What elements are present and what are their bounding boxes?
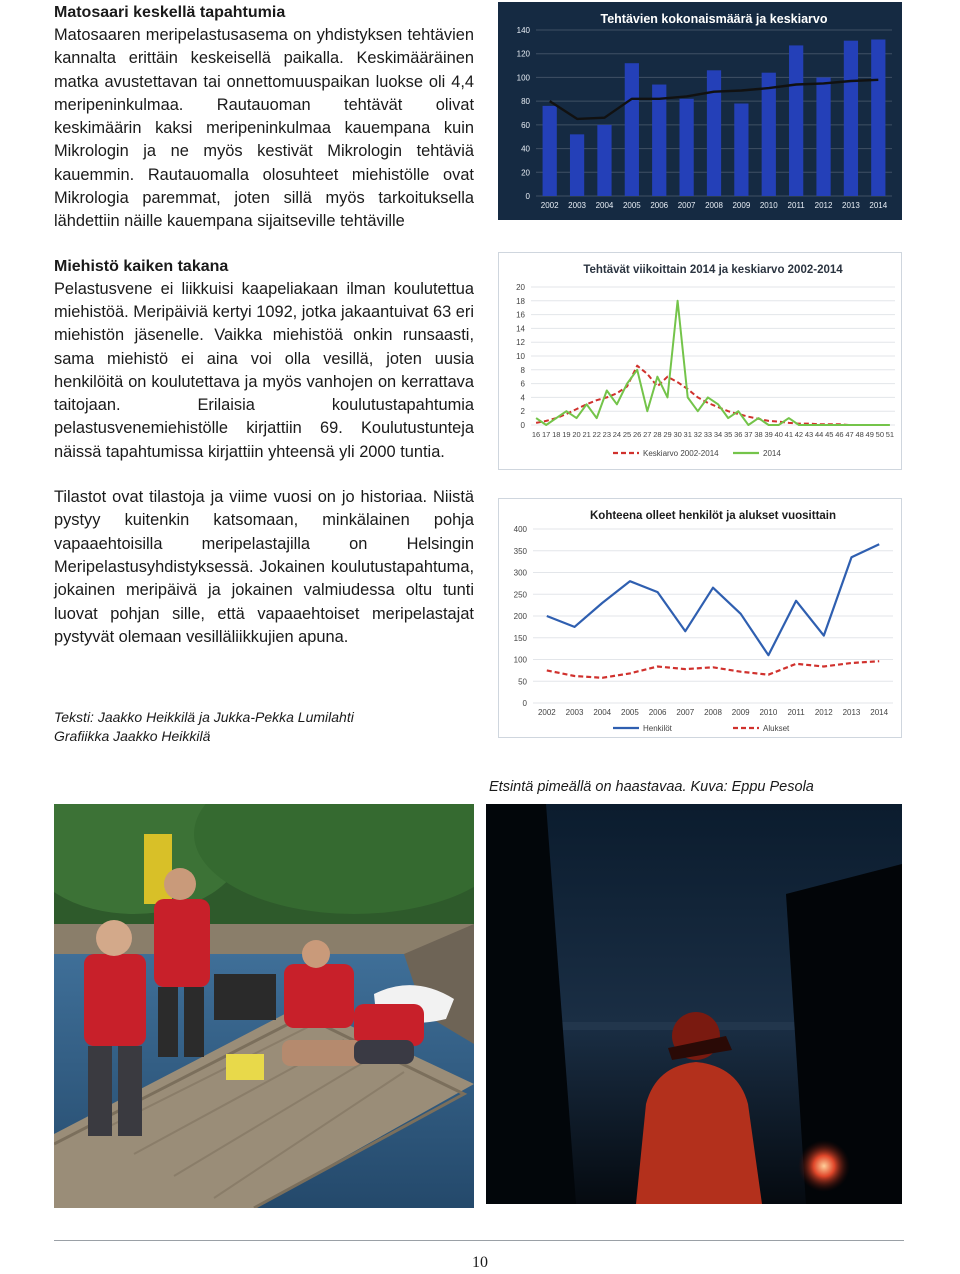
photo-rescue-exercise [54, 804, 474, 1208]
x-tick-label: 40 [774, 430, 783, 439]
x-tick-label: 2005 [621, 708, 639, 717]
legend-label: Henkilöt [643, 724, 672, 733]
chart-title: Tehtävien kokonaismäärä ja keskiarvo [600, 12, 828, 26]
x-tick-label: 2007 [676, 708, 695, 717]
bar [816, 77, 830, 196]
bar [570, 134, 584, 196]
bar [652, 85, 666, 196]
x-tick-label: 48 [855, 430, 864, 439]
x-tick-label: 43 [804, 430, 814, 439]
chart-weekly-tasks [498, 252, 902, 470]
x-tick-label: 39 [764, 430, 773, 439]
x-tick-label: 31 [683, 430, 692, 439]
x-tick-label: 30 [673, 430, 682, 439]
bar [543, 106, 557, 196]
series-line [536, 301, 890, 425]
y-tick-label: 4 [520, 393, 525, 403]
x-tick-label: 2012 [814, 708, 833, 717]
y-tick-label: 140 [516, 26, 530, 35]
y-tick-label: 16 [516, 310, 525, 320]
credits-text: Teksti: Jaakko Heikkilä ja Jukka-Pekka Lumilahti [54, 709, 354, 725]
footer-divider [54, 1240, 904, 1241]
x-tick-label: 47 [845, 430, 854, 439]
x-tick-label: 2005 [622, 201, 641, 210]
x-tick-label: 2010 [759, 708, 778, 717]
y-tick-label: 18 [516, 296, 525, 306]
x-tick-label: 49 [865, 430, 874, 439]
night-search-illustration [486, 804, 902, 1204]
photo-caption: Etsintä pimeällä on haastavaa. Kuva: Eppu Pesola [489, 779, 814, 795]
x-tick-label: 2007 [677, 201, 696, 210]
photo-night-search [486, 804, 902, 1204]
y-tick-label: 400 [513, 525, 527, 534]
y-tick-label: 20 [516, 283, 525, 292]
bar [679, 99, 693, 196]
bar [707, 70, 721, 196]
x-tick-label: 33 [703, 430, 713, 439]
bar [844, 41, 858, 196]
section-heading: Matosaari keskellä tapahtumia [54, 4, 286, 21]
chart-persons-vessels [498, 498, 902, 738]
x-tick-label: 32 [693, 430, 703, 439]
x-tick-label: 2004 [595, 201, 614, 210]
y-tick-label: 20 [521, 168, 530, 178]
x-tick-label: 35 [723, 430, 733, 439]
y-tick-label: 8 [520, 365, 525, 375]
section-paragraph: Matosaaren meripelastusasema on yhdistyksen tehtävien kannalta erittäin keskeisellä paikalla. Keskimääräinen matka avustettavan tai onnettomuuspaikan luokse oli 4,4 meripeninkulmaa. Rautauoman tehtävät olivat keskimäärin kaksi meripeninkulmaa kauempana kuin Mikrologin ja ne myös kestivät Mikrologin tehtäviä kauemmin. Rautauomalla olosuhteet miehistölle ovat Mikrologia paremmat, joten sillä myös tarkoituksella lähdettiin näille kauempana sijaitseville tehtäville [54, 26, 474, 231]
x-tick-label: 36 [734, 430, 743, 439]
x-tick-label: 2009 [731, 708, 750, 717]
x-tick-label: 21 [582, 430, 591, 439]
x-tick-label: 16 [531, 430, 541, 439]
series-line [536, 366, 890, 425]
x-tick-label: 17 [541, 430, 551, 439]
y-tick-label: 250 [513, 590, 527, 600]
x-tick-label: 2003 [568, 201, 586, 210]
y-tick-label: 350 [513, 546, 527, 556]
x-tick-label: 2002 [540, 201, 559, 210]
page-number: 10 [472, 1254, 488, 1271]
legend-label: Alukset [763, 724, 790, 733]
x-tick-label: 22 [592, 430, 601, 439]
x-tick-label: 37 [744, 430, 753, 439]
x-tick-label: 42 [794, 430, 804, 439]
y-tick-label: 2 [520, 407, 525, 417]
y-tick-label: 10 [516, 352, 525, 361]
x-tick-label: 46 [835, 430, 844, 439]
x-tick-label: 2006 [650, 201, 669, 210]
y-tick-label: 0 [525, 192, 530, 201]
x-tick-label: 26 [632, 430, 642, 439]
section-heading: Miehistö kaiken takana [54, 257, 229, 275]
x-tick-label: 2003 [565, 708, 584, 717]
bar [871, 39, 885, 196]
bar [762, 73, 776, 196]
bar [789, 45, 803, 196]
bar [625, 63, 639, 196]
x-tick-label: 2006 [648, 708, 667, 717]
legend-label: Keskiarvo 2002-2014 [643, 449, 719, 458]
y-tick-label: 200 [513, 612, 527, 621]
x-tick-label: 2014 [869, 201, 888, 210]
bar [734, 104, 748, 196]
rescue-exercise-illustration [54, 804, 474, 1208]
x-tick-label: 24 [612, 430, 622, 439]
credits [54, 708, 474, 746]
x-tick-label: 2008 [705, 201, 723, 210]
x-tick-label: 2012 [814, 201, 833, 210]
x-tick-label: 19 [562, 430, 571, 439]
x-tick-label: 27 [643, 430, 652, 439]
x-tick-label: 2011 [787, 201, 805, 210]
x-tick-label: 2008 [704, 708, 722, 717]
x-tick-label: 34 [713, 430, 723, 439]
y-tick-label: 14 [516, 324, 525, 334]
article-column [54, 2, 474, 649]
chart-total-tasks-svg [498, 2, 902, 220]
y-tick-label: 100 [513, 655, 527, 665]
chart-persons-vessels-svg [499, 499, 901, 737]
y-tick-label: 100 [516, 73, 530, 83]
x-tick-label: 2010 [759, 201, 778, 210]
x-tick-label: 44 [814, 430, 824, 439]
x-tick-label: 2009 [732, 201, 751, 210]
section-paragraph: Tilastot ovat tilastoja ja viime vuosi on jo historiaa. Niistä pystyy kuitenkin katsomaan, minkälainen pohja vapaaehtoisilla meripelastajilla on Helsingin Meripelastusyhdistyksessä. Jokainen koulutustapahtuma, jokainen meripäivä ja jokainen valmiudessa oltu tunti luovat pohjan sille, että vapaaehtoiset meripelastajat pystyvät olemaan vesilläliikkujien apuna. [54, 488, 474, 646]
series-line [547, 544, 879, 655]
x-tick-label: 29 [663, 430, 672, 439]
x-tick-label: 28 [653, 430, 662, 439]
x-tick-label: 45 [825, 430, 834, 439]
y-tick-label: 6 [520, 379, 525, 389]
y-tick-label: 12 [516, 338, 525, 348]
x-tick-label: 38 [754, 430, 763, 439]
chart-title: Kohteena olleet henkilöt ja alukset vuosittain [589, 510, 837, 522]
x-tick-label: 2011 [787, 708, 805, 717]
chart-title: Tehtävät viikoittain 2014 ja keskiarvo 2002-2014 [583, 264, 843, 276]
x-tick-label: 20 [572, 430, 581, 439]
x-tick-label: 25 [622, 430, 632, 439]
x-tick-label: 2013 [842, 201, 860, 210]
patient-figure [282, 1040, 414, 1066]
y-tick-label: 60 [521, 120, 530, 130]
y-tick-label: 300 [513, 568, 527, 578]
y-tick-label: 0 [520, 421, 525, 430]
y-tick-label: 50 [518, 677, 527, 687]
y-tick-label: 80 [521, 97, 530, 107]
x-tick-label: 2004 [593, 708, 612, 717]
chart-weekly-tasks-svg [499, 253, 901, 469]
x-tick-label: 2002 [537, 708, 556, 717]
credits-graphics: Grafiikka Jaakko Heikkilä [54, 728, 211, 744]
section-paragraph: Pelastusvene ei liikkuisi kaapeliakaan ilman koulutettua miehistöä. Meripäiviä kertyi 1092, jotka jakaantuivat 63 eri miehistön jäsenelle. Vaikka miehistöä onkin runsaasti, sama miehistö ei aina voi olla vesillä, joten uusia henkilöitä on koulutettava ja myös vanhojen on kerrattava taitojaan. Erilaisia koulutustapahtumia pelastusvenemiehistölle kirjattiin 69. Koulutustunteja näissä tapahtumissa kirjattiin yhteensä yli 2000 tuntia. [54, 279, 474, 461]
x-tick-label: 2014 [870, 708, 889, 717]
x-tick-label: 41 [784, 430, 794, 439]
x-tick-label: 18 [552, 430, 561, 439]
x-tick-label: 2013 [842, 708, 861, 717]
y-tick-label: 120 [516, 49, 530, 59]
x-tick-label: 50 [875, 430, 885, 439]
x-tick-label: 23 [602, 430, 612, 439]
chart-total-tasks [498, 2, 902, 220]
x-tick-label: 51 [885, 430, 895, 439]
y-tick-label: 150 [513, 633, 527, 643]
y-tick-label: 0 [522, 699, 527, 708]
legend-label: 2014 [763, 449, 781, 458]
series-line [547, 661, 879, 678]
y-tick-label: 40 [521, 144, 530, 154]
bar [597, 125, 611, 196]
